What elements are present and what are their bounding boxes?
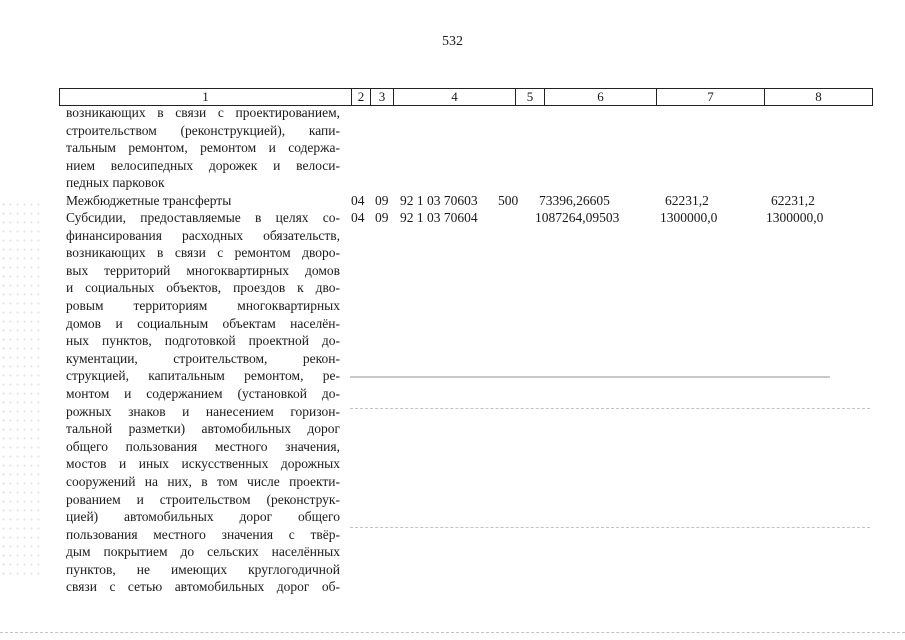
desc-line: финансирования расходных обязательств, (66, 227, 340, 243)
row-label: Межбюджетные трансферты (66, 193, 232, 208)
scan-artifact-line (350, 376, 830, 378)
column-header-8: 8 (765, 89, 873, 106)
desc-line: рожных знаков и нанесением горизон- (66, 403, 340, 419)
desc-line: кументации, строительством, рекон- (66, 350, 340, 366)
desc-line: педных парковок (66, 175, 165, 191)
column-header-4: 4 (394, 89, 516, 106)
cell-subsection: 09 (375, 210, 389, 225)
desc-line: струкцией, капитальным ремонтом, ре- (66, 368, 340, 384)
desc-line: пользования местного значения с твёр- (66, 526, 340, 542)
cell-section: 04 (351, 193, 365, 208)
desc-line: сооружений на них, в том числе проекти- (66, 473, 340, 489)
cell-target-article: 92 1 03 70603 (400, 193, 478, 208)
desc-line: ных пунктов, подготовкой проектной до- (66, 333, 340, 349)
desc-line: общего пользования местного значения, (66, 438, 340, 454)
scan-artifact-dots (350, 408, 870, 410)
continuation-description (66, 104, 340, 192)
cell-amount-7: 62231,2 (665, 193, 709, 208)
desc-line: рованием и строительством (реконструк- (66, 491, 340, 507)
page-number: 532 (442, 34, 463, 49)
desc-line: домов и социальным объектам населён- (66, 315, 340, 331)
cell-section: 04 (351, 210, 365, 225)
desc-line: и социальных объектов, проездов к дво- (66, 280, 340, 296)
cell-expense-type: 500 (498, 193, 519, 208)
desc-line: тальной разметки) автомобильных дорог (66, 421, 340, 437)
desc-line: мостов и иных искусственных дорожных (66, 456, 340, 472)
desc-line: возникающих в связи с проектированием, (66, 105, 340, 120)
desc-line: дым покрытием до сельских населённых (66, 544, 340, 560)
desc-line: вых территорий многоквартирных домов (66, 262, 340, 278)
cell-amount-6: 73396,26605 (539, 193, 610, 208)
cell-amount-6: 1087264,09503 (535, 210, 620, 225)
cell-amount-8: 62231,2 (771, 193, 815, 208)
desc-line: Субсидии, предоставляемые в целях со- (66, 210, 340, 225)
desc-line: пунктов, не имеющих круглогодичной (66, 561, 340, 577)
cell-target-article: 92 1 03 70604 (400, 210, 478, 225)
table-row-transfers (0, 192, 905, 210)
column-header-7: 7 (657, 89, 765, 106)
scan-noise (0, 200, 40, 580)
cell-subsection: 09 (375, 193, 389, 208)
desc-line: тальным ремонтом, ремонтом и содержа- (66, 140, 340, 156)
desc-line: возникающих в связи с ремонтом дворо- (66, 245, 340, 261)
column-header-1: 1 (60, 89, 352, 106)
desc-line: нием велосипедных дорожек и велоси- (66, 157, 340, 173)
column-header-5: 5 (516, 89, 545, 106)
desc-line: связи с сетью автомобильных дорог об- (66, 579, 340, 595)
scan-artifact-dots (350, 527, 870, 529)
column-header-3: 3 (371, 89, 394, 106)
column-header-2: 2 (352, 89, 371, 106)
column-header-6: 6 (545, 89, 657, 106)
scan-artifact-dots (0, 632, 905, 634)
desc-line: ровым территориям многоквартирных (66, 297, 340, 313)
desc-line: строительством (реконструкцией), капи- (66, 122, 340, 138)
desc-line: монтом и содержанием (установкой до- (66, 385, 340, 401)
subsidies-description (66, 209, 340, 596)
cell-amount-8: 1300000,0 (766, 210, 824, 225)
desc-line: цией) автомобильных дорог общего (66, 509, 340, 525)
cell-amount-7: 1300000,0 (660, 210, 718, 225)
